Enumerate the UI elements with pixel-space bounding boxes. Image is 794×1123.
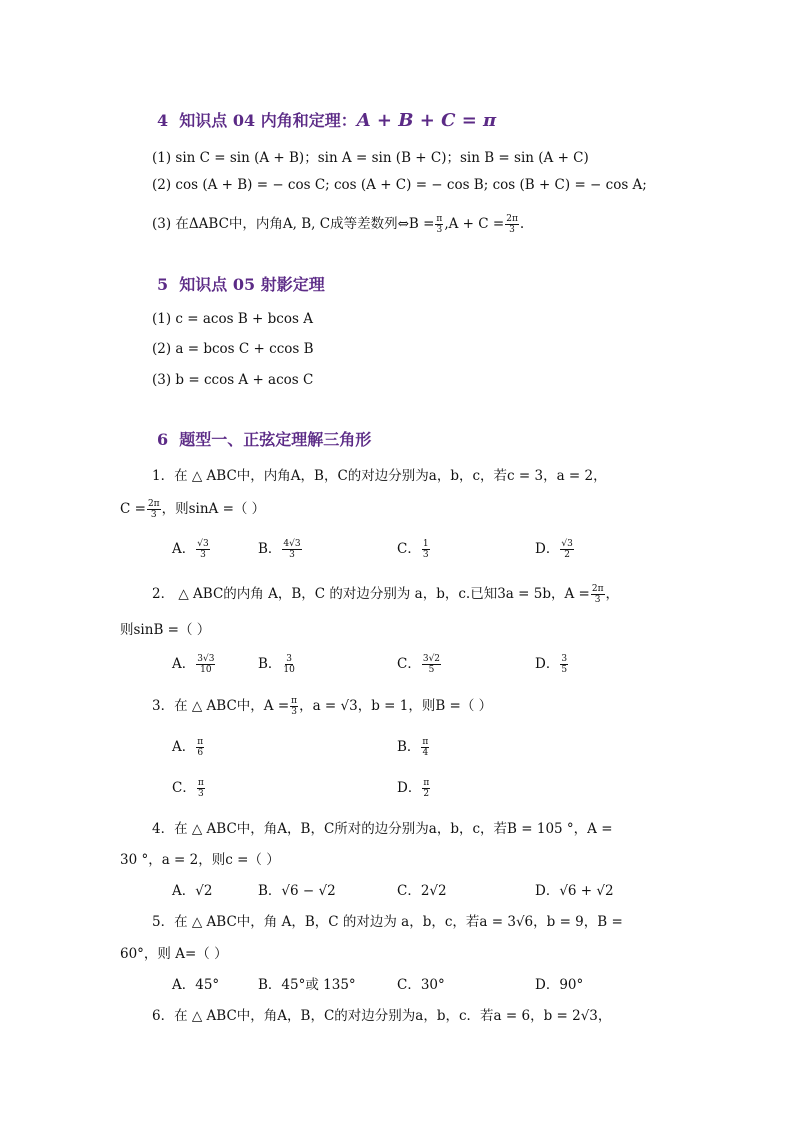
q3-option-b[interactable]: B． $\frac{\pi}{4}$ <box>397 737 429 758</box>
section-number: 4 <box>157 111 169 130</box>
q3-option-c[interactable]: C． $\frac{\pi}{3}$ <box>172 778 204 799</box>
section-number: 6 <box>157 430 169 449</box>
q1-option-c[interactable]: C． $\frac{1}{3}$ <box>397 539 429 560</box>
q1-line-2: C = $\frac{2\pi}{3}$ ，则sinA =（ ） <box>120 499 266 520</box>
q2-option-a[interactable]: A． $\frac{3√3}{10}$ <box>172 654 215 675</box>
q4-option-b[interactable]: B．√6 − √2 <box>258 883 336 899</box>
q5-option-c[interactable]: C．30° <box>397 977 445 993</box>
fraction: $\frac{2\pi}{3}$ <box>506 214 518 235</box>
q3-option-d[interactable]: D． $\frac{\pi}{2}$ <box>397 778 430 799</box>
section-title: 题型一、正弦定理解三角形 <box>179 430 372 449</box>
s4-item-3: (3) 在ΔABC中，内角A, B, C成等差数列⇔B = $\frac{\pi}{3}$ ,A + C = $\frac{2\pi}{3}$ . <box>152 214 525 235</box>
section-5-heading <box>157 272 325 295</box>
q2-line-2: 则sinB =（ ） <box>120 622 211 638</box>
q4-line-1: 4．在 △ ABC中，角A，B，C所对的边分别为a，b，c，若B = 105 °，A = <box>152 821 613 837</box>
q1-option-d[interactable]: D． $\frac{√3}{2}$ <box>535 539 573 560</box>
fraction: $\frac{2\pi}{3}$ <box>147 499 160 520</box>
s5-item-1: (1) c = acos B + bcos A <box>152 311 313 327</box>
section-6-heading <box>157 427 371 450</box>
s4-item-2: (2) cos (A + B) = − cos C; cos (A + C) = − cos B; cos (B + C) = − cos A; <box>152 177 647 193</box>
s5-item-2: (2) a = bcos C + ccos B <box>152 341 314 357</box>
s5-item-3: (3) b = ccos A + acos C <box>152 372 314 388</box>
fraction: $\frac{2\pi}{3}$ <box>591 584 604 605</box>
s4-item-1: (1) sin C = sin (A + B)；sin A = sin (B + C)；sin B = sin (A + C) <box>152 150 589 166</box>
section-4-heading <box>157 108 496 131</box>
q4-option-d[interactable]: D．√6 + √2 <box>535 883 614 899</box>
q2-option-c[interactable]: C． $\frac{3√2}{5}$ <box>397 654 441 675</box>
q2-option-d[interactable]: D． $\frac{3}{5}$ <box>535 654 568 675</box>
q4-option-c[interactable]: C．2√2 <box>397 883 447 899</box>
q5-option-a[interactable]: A．45° <box>172 977 220 993</box>
fraction: $\frac{\pi}{3}$ <box>436 214 443 235</box>
q5-option-b[interactable]: B．45°或 135° <box>258 977 356 993</box>
section-number: 5 <box>157 275 169 294</box>
q3-option-a[interactable]: A． $\frac{\pi}{6}$ <box>172 737 204 758</box>
section-title: 知识点 05 射影定理 <box>179 275 325 294</box>
q1-option-a[interactable]: A． $\frac{√3}{3}$ <box>172 539 209 560</box>
q3-line-1: 3．在 △ ABC中，A = $\frac{\pi}{3}$ ，a = √3，b = 1，则B =（ ） <box>152 696 493 717</box>
s4-item-3-text: (3) 在ΔABC中，内角A, B, C成等差数列⇔B = <box>152 216 435 232</box>
q2-option-b[interactable]: B． $\frac{3}{10}$ <box>258 654 295 675</box>
q5-line-1: 5．在 △ ABC中，角 A，B，C 的对边为 a，b，c，若a = 3√6，b = 9，B = <box>152 914 623 930</box>
q2-line-1: 2． △ ABC的内角 A，B，C 的对边分别为 a，b，c.已知3a = 5b，A = $\frac{2\pi}{3}$ ， <box>152 584 619 605</box>
q5-option-d[interactable]: D．90° <box>535 977 584 993</box>
section-title: 知识点 04 内角和定理： <box>179 111 357 130</box>
q4-option-a[interactable]: A．√2 <box>172 883 213 899</box>
q6-line-1: 6．在 △ ABC中，角A，B，C的对边分别为a，b，c．若a = 6，b = 2√3， <box>152 1008 612 1024</box>
fraction: $\frac{\pi}{3}$ <box>291 696 298 717</box>
q5-line-2: 60°，则 A=（ ） <box>120 946 228 962</box>
section-formula: A + B + C = π <box>356 110 497 131</box>
q1-option-b[interactable]: B． $\frac{4√3}{3}$ <box>258 539 301 560</box>
q1-line-1: 1．在 △ ABC中，内角A，B，C的对边分别为a，b，c，若c = 3，a = 2， <box>152 468 607 484</box>
q4-line-2: 30 °，a = 2，则c =（ ） <box>120 852 280 868</box>
